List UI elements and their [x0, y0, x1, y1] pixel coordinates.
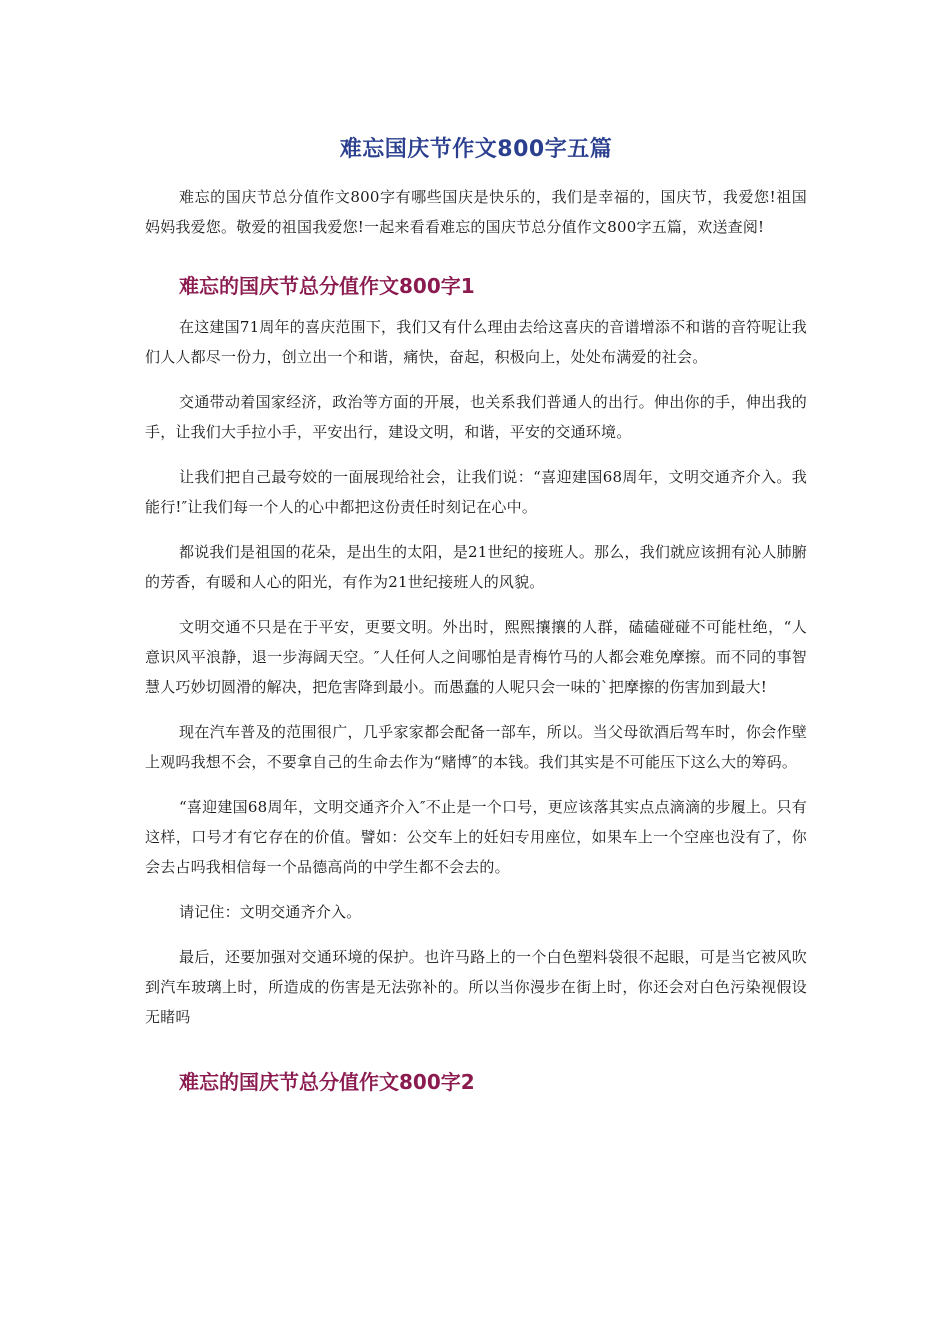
- paragraph: “喜迎建国68周年，文明交通齐介入″不止是一个口号，更应该落其实点点滴滴的步履上。只有这样，口号才有它存在的价值。譬如：公交车上的妊妇专用座位，如果车上一个空座也没有了，你会去占吗我相信每一个品德高尚的中学生都不会去的。: [145, 798, 807, 876]
- section-heading-2: 难忘的国庆节总分值作文800字2: [179, 1070, 475, 1094]
- paragraph: 都说我们是祖国的花朵，是出生的太阳，是21世纪的接班人。那么，我们就应该拥有沁人肺腑的芳香，有暖和人心的阳光，有作为21世纪接班人的风貌。: [145, 543, 807, 591]
- paragraph: 现在汽车普及的范围很广，几乎家家都会配备一部车，所以。当父母欲酒后驾车时，你会作壁上观吗我想不会，不要拿自己的生命去作为“赌博″的本钱。我们其实是不可能压下这么大的筹码。: [145, 723, 807, 771]
- paragraph: 交通带动着国家经济，政治等方面的开展，也关系我们普通人的出行。伸出你的手，伸出我的手，让我们大手拉小手，平安出行，建设文明，和谐，平安的交通环境。: [145, 393, 807, 441]
- document-page: [145, 130, 807, 1102]
- intro-paragraph: 难忘的国庆节总分值作文800字有哪些国庆是快乐的，我们是幸福的，国庆节，我爱您!祖国妈妈我爱您。敬爱的祖国我爱您!一起来看看难忘的国庆节总分值作文800字五篇，欢送查阅!: [145, 188, 807, 236]
- document-title: 难忘国庆节作文800字五篇: [339, 137, 613, 162]
- section-heading-1: 难忘的国庆节总分值作文800字1: [179, 274, 475, 298]
- paragraph: 请记住：文明交通齐介入。: [179, 903, 362, 921]
- paragraph: 在这建国71周年的喜庆范围下，我们又有什么理由去给这喜庆的音谱增添不和谐的音符呢让我们人人都尽一份力，创立出一个和谐，痛快，奋起，积极向上，处处布满爱的社会。: [145, 318, 807, 366]
- paragraph: 让我们把自己最夸姣的一面展现给社会，让我们说：“喜迎建国68周年，文明交通齐介入。我能行!″让我们每一个人的心中都把这份责任时刻记在心中。: [145, 468, 807, 516]
- paragraph: 最后，还要加强对交通环境的保护。也许马路上的一个白色塑料袋很不起眼，可是当它被风吹到汽车玻璃上时，所造成的伤害是无法弥补的。所以当你漫步在街上时，你还会对白色污染视假设无睹吗: [145, 948, 807, 1026]
- paragraph: 文明交通不只是在于平安，更要文明。外出时，熙熙攘攘的人群，磕磕碰碰不可能杜绝，“人意识风平浪静，退一步海阔天空。″人任何人之间哪怕是青梅竹马的人都会难免摩擦。而不同的事智慧人巧妙切圆滑的解决，把危害降到最小。而愚蠢的人呢只会一味的`把摩擦的伤害加到最大!: [145, 618, 807, 696]
